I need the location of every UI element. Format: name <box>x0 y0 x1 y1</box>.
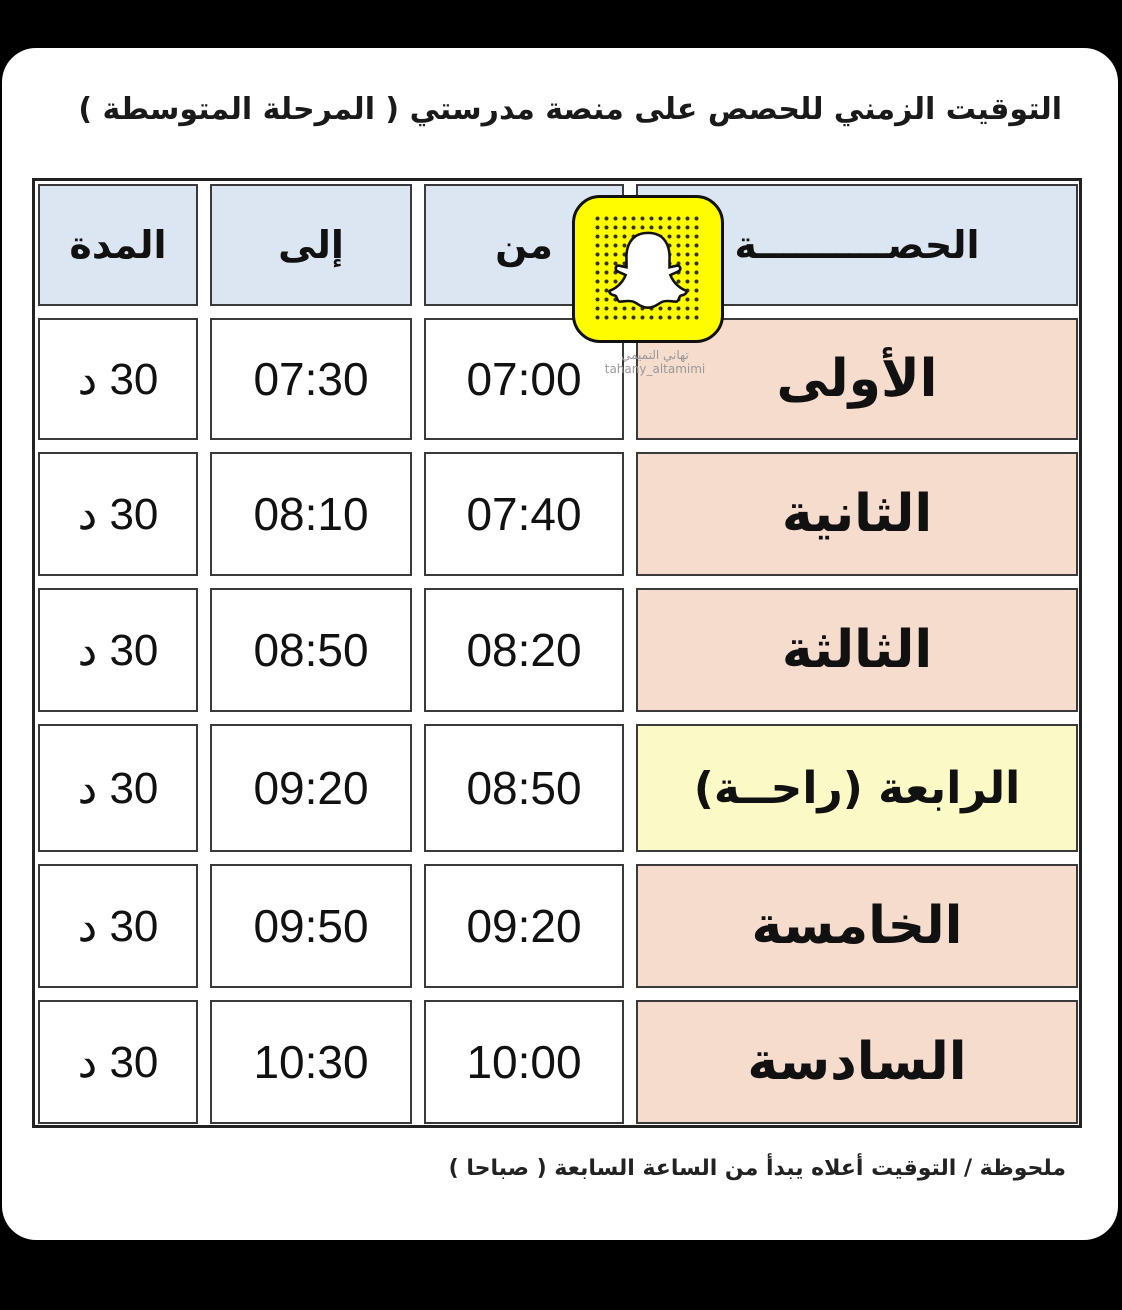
table-row-duration: 30 د <box>38 1000 198 1124</box>
table-row-to: 07:30 <box>210 318 412 440</box>
table-row-from: 07:00 <box>424 318 624 440</box>
table-row-duration: 30 د <box>38 588 198 712</box>
table-row-duration: 30 د <box>38 452 198 576</box>
table-row-period: الخامسة <box>636 864 1078 988</box>
snapcode-qr[interactable] <box>572 195 724 343</box>
table-row-period: الثانية <box>636 452 1078 576</box>
table-row-from: 09:20 <box>424 864 624 988</box>
header-duration: المدة <box>38 184 198 306</box>
header-from: من <box>424 184 624 306</box>
table-row-to: 08:10 <box>210 452 412 576</box>
table-row-from: 07:40 <box>424 452 624 576</box>
snapcode-name: تهاني التميمي <box>621 348 689 362</box>
footnote: ملحوظة / التوقيت أعلاه يبدأ من الساعة السابعة ( صباحا ) <box>448 1156 1066 1181</box>
snapcode-caption <box>600 348 710 376</box>
snapcode-username: tahany_altamimi <box>604 362 706 376</box>
table-row-from: 08:20 <box>424 588 624 712</box>
table-row-period: الثالثة <box>636 588 1078 712</box>
table-row-to: 10:30 <box>210 1000 412 1124</box>
table-row-duration: 30 د <box>38 864 198 988</box>
table-row-to: 08:50 <box>210 588 412 712</box>
page-title: التوقيت الزمني للحصص على منصة مدرستي ( المرحلة المتوسطة ) <box>78 92 1062 127</box>
table-row-from: 10:00 <box>424 1000 624 1124</box>
table-row-duration: 30 د <box>38 318 198 440</box>
header-to: إلى <box>210 184 412 306</box>
table-row-from: 08:50 <box>424 724 624 852</box>
table-row-period-rest: الرابعة (راحــة) <box>636 724 1078 852</box>
snapchat-ghost-icon <box>605 226 691 312</box>
table-row-duration: 30 د <box>38 724 198 852</box>
table-row-to: 09:50 <box>210 864 412 988</box>
table-row-period: الأولى <box>636 318 1078 440</box>
header-period: الحصــــــــــة <box>636 184 1078 306</box>
table-row-to: 09:20 <box>210 724 412 852</box>
table-row-period: السادسة <box>636 1000 1078 1124</box>
